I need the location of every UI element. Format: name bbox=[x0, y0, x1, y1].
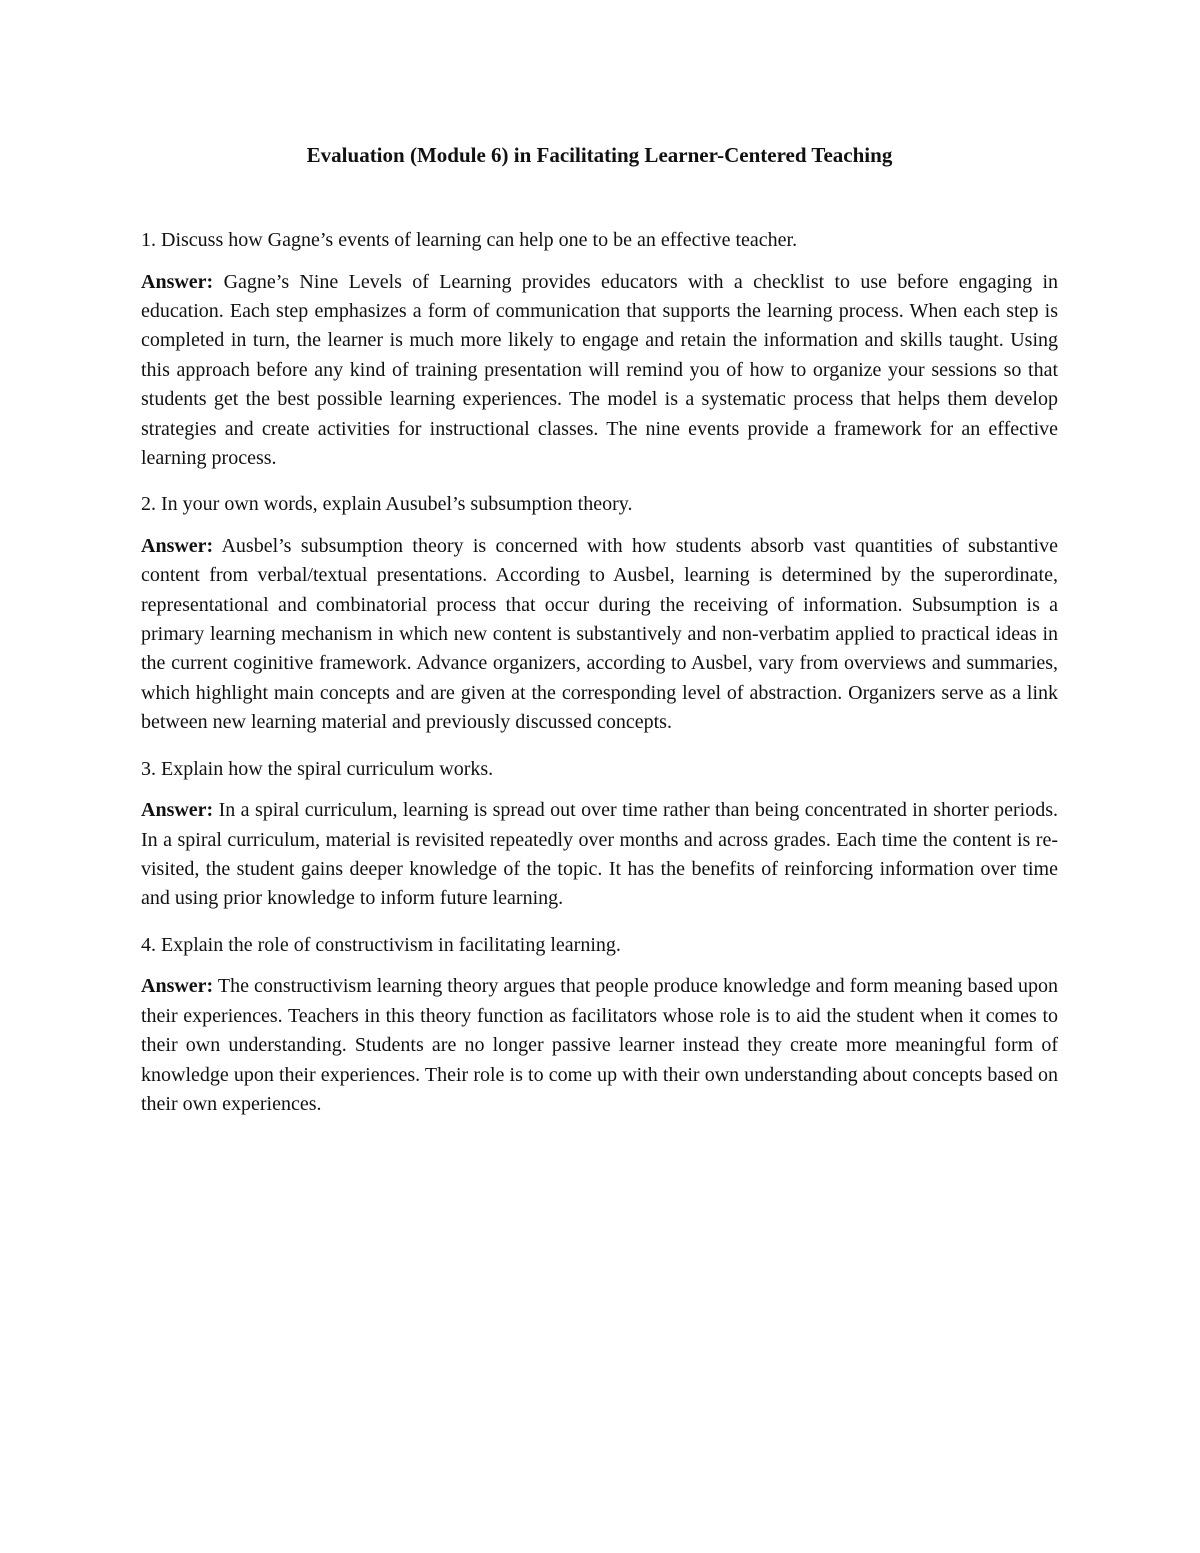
answer-2 bbox=[141, 532, 1058, 738]
answer-label: Answer: bbox=[141, 975, 214, 998]
document-page bbox=[141, 138, 1058, 1136]
answer-text: In a spiral curriculum, learning is spread out over time rather than being concentrated in shorter periods. In a spiral curriculum, material is revisited repeatedly over months and across grades. Each time the content is re-visited, the student gains deeper knowledge of the topic. It has the benefits of reinforcing information over time and using prior knowledge to inform future learning. bbox=[141, 799, 1059, 910]
answer-label: Answer: bbox=[141, 270, 214, 293]
answer-label: Answer: bbox=[141, 799, 214, 822]
question-3: 3. Explain how the spiral curriculum works. bbox=[141, 757, 494, 780]
answer-text: The constructivism learning theory argues that people produce knowledge and form meaning based upon their experiences. Teachers in this theory function as facilitators whose role is to aid the student when it comes to their own understanding. Students are no longer passive learner instead they create more meaningful form of knowledge upon their experiences. Their role is to come up with their own understanding about concepts based on their own experiences. bbox=[141, 975, 1058, 1115]
question-1: 1. Discuss how Gagne’s events of learning can help one to be an effective teacher. bbox=[141, 229, 798, 251]
answer-text: Gagne’s Nine Levels of Learning provides educators with a checklist to use before engaging in education. Each step emphasizes a form of communication that supports the learning process. When each step is completed in turn, the learner is much more likely to engage and retain the information and skills taught. Using this approach before any kind of training presentation will remind you of how to organize your sessions so that students get the best possible learning experiences. The model is a systematic process that helps them develop strategies and create activities for instructional classes. The nine events provide a framework for an effective learning process. bbox=[141, 270, 1058, 469]
answer-1 bbox=[141, 268, 1058, 474]
answer-label: Answer: bbox=[141, 534, 214, 557]
question-4: 4. Explain the role of constructivism in facilitating learning. bbox=[141, 933, 621, 956]
answer-3 bbox=[141, 796, 1058, 914]
document-title: Evaluation (Module 6) in Facilitating Learner-Centered Teaching bbox=[306, 143, 893, 167]
question-2: 2. In your own words, explain Ausubel’s subsumption theory. bbox=[141, 493, 633, 516]
answer-4 bbox=[141, 972, 1058, 1119]
answer-text: Ausbel’s subsumption theory is concerned with how students absorb vast quantities of substantive content from verbal/textual presentations. According to Ausbel, learning is determined by the superordinate, representational and combinatorial process that occur during the receiving of information. Subsumption is a primary learning mechanism in which new content is substantively and non-verbatim applied to practical ideas in the current coginitive framework. Advance organizers, according to Ausbel, vary from overviews and summaries, which highlight main concepts and are given at the corresponding level of abstraction. Organizers serve as a link between new learning material and previously discussed concepts. bbox=[141, 534, 1058, 734]
